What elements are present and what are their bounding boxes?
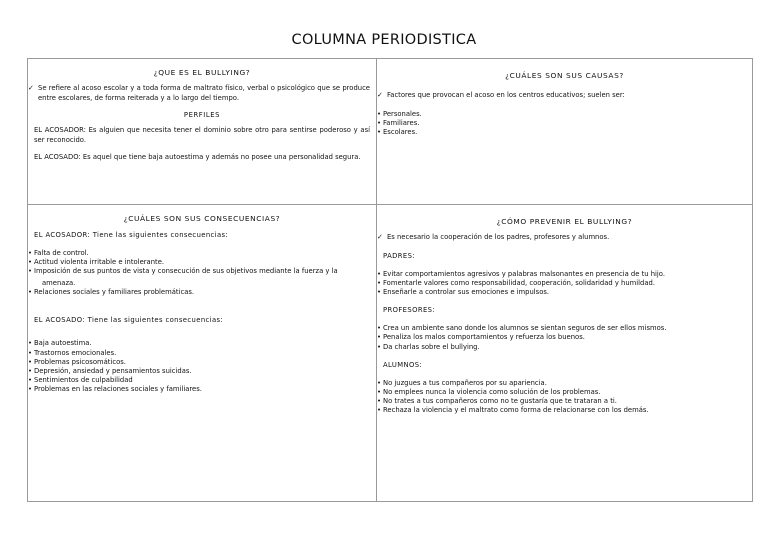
list-item: • No juzgues a tus compañeros por su apariencia. <box>377 379 746 388</box>
list-item: • Depresión, ansiedad y pensamientos suicidas. <box>28 367 370 376</box>
acosado-definition: EL ACOSADO: Es aquel que tiene baja autoestima y además no posee una personalidad segura. <box>34 153 361 162</box>
acosador-consequences-list-cont <box>34 288 370 297</box>
cell-what-is-bullying <box>28 59 377 205</box>
padres-list <box>383 270 746 298</box>
acosador-definition: EL ACOSADOR: Es alguien que necesita tener el dominio sobre otro para sentirse poderoso y así ser reconocido. <box>34 126 370 144</box>
list-item: • Imposición de sus puntos de vista y consecución de sus objetivos mediante la fuerza y la <box>28 267 370 276</box>
check-icon: ✓ <box>377 91 383 99</box>
content-table <box>27 58 753 502</box>
list-item: • Rechaza la violencia y el maltrato como forma de relacionarse con los demás. <box>377 406 746 415</box>
prevention-intro: Es necesario la cooperación de los padres, profesores y alumnos. <box>387 233 610 241</box>
list-item: • No emplees nunca la violencia como solución de los problemas. <box>377 388 746 397</box>
cell-prevention <box>377 205 752 501</box>
list-item: • Enseñarle a controlar sus emociones e impulsos. <box>377 288 746 297</box>
list-item: • Trastornos emocionales. <box>28 349 370 358</box>
profesores-list <box>383 324 746 352</box>
alumnos-list <box>383 379 746 416</box>
profesores-heading: PROFESORES: <box>383 306 436 315</box>
cell-causes <box>377 59 752 205</box>
list-item: • Penaliza los malos comportamientos y refuerza los buenos. <box>377 333 746 342</box>
acosador-consequences-intro: EL ACOSADOR: Tiene las siguientes consecuencias: <box>34 231 229 239</box>
acosador-consequences-list <box>34 249 370 277</box>
heading-what-is-bullying: ¿QUE ES EL BULLYING? <box>153 68 251 77</box>
check-icon: ✓ <box>28 84 34 92</box>
prevention-intro-row <box>377 233 746 243</box>
list-item: • Sentimientos de culpabilidad <box>28 376 370 385</box>
list-item: • Falta de control. <box>28 249 370 258</box>
definition-row <box>28 84 370 103</box>
list-item: • Crea un ambiente sano donde los alumnos se sientan seguros de ser ellos mismos. <box>377 324 746 333</box>
check-icon: ✓ <box>377 233 383 241</box>
list-item: • No trates a tus compañeros como no te gustaría que te trataran a ti. <box>377 397 746 406</box>
list-item: • Evitar comportamientos agresivos y palabras malsonantes en presencia de tu hijo. <box>377 270 746 279</box>
list-item: • Fomentarle valores como responsabilidad, cooperación, solidaridad y humildad. <box>377 279 746 288</box>
list-item: • Problemas en las relaciones sociales y familiares. <box>28 385 370 394</box>
causes-intro: Factores que provocan el acoso en los centros educativos; suelen ser: <box>387 91 625 99</box>
definition-text: Se refiere al acoso escolar y a toda forma de maltrato físico, verbal o psicológico que se produce entre escolares, de forma reiterada y a lo largo del tiempo. <box>38 84 370 102</box>
profiles-heading: PERFILES <box>183 111 221 120</box>
causes-list <box>383 110 746 138</box>
cell-consequences <box>28 205 377 501</box>
list-item-continuation: amenaza. <box>42 278 76 287</box>
list-item: • Familiares. <box>377 119 746 128</box>
list-item: • Relaciones sociales y familiares problemáticas. <box>28 288 370 297</box>
acosado-consequences-intro: EL ACOSADO: Tiene las siguientes consecuencias: <box>34 316 224 325</box>
list-item: • Escolares. <box>377 128 746 137</box>
page-title: COLUMNA PERIODISTICA <box>291 32 477 48</box>
heading-prevention: ¿CÓMO PREVENIR EL BULLYING? <box>496 217 633 226</box>
acosado-consequences-list <box>34 339 370 394</box>
heading-consequences: ¿CUÁLES SON SUS CONSECUENCIAS? <box>123 214 281 223</box>
list-item: • Problemas psicosomáticos. <box>28 358 370 367</box>
alumnos-heading: ALUMNOS: <box>383 360 423 369</box>
list-item: • Personales. <box>377 110 746 119</box>
causes-intro-row <box>377 91 746 101</box>
list-item: • Actitud violenta irritable e intolerante. <box>28 258 370 267</box>
list-item: • Da charlas sobre el bullying. <box>377 343 746 352</box>
padres-heading: PADRES: <box>383 251 415 260</box>
list-item: • Baja autoestima. <box>28 339 370 348</box>
heading-causes: ¿CUÁLES SON SUS CAUSAS? <box>505 71 624 80</box>
